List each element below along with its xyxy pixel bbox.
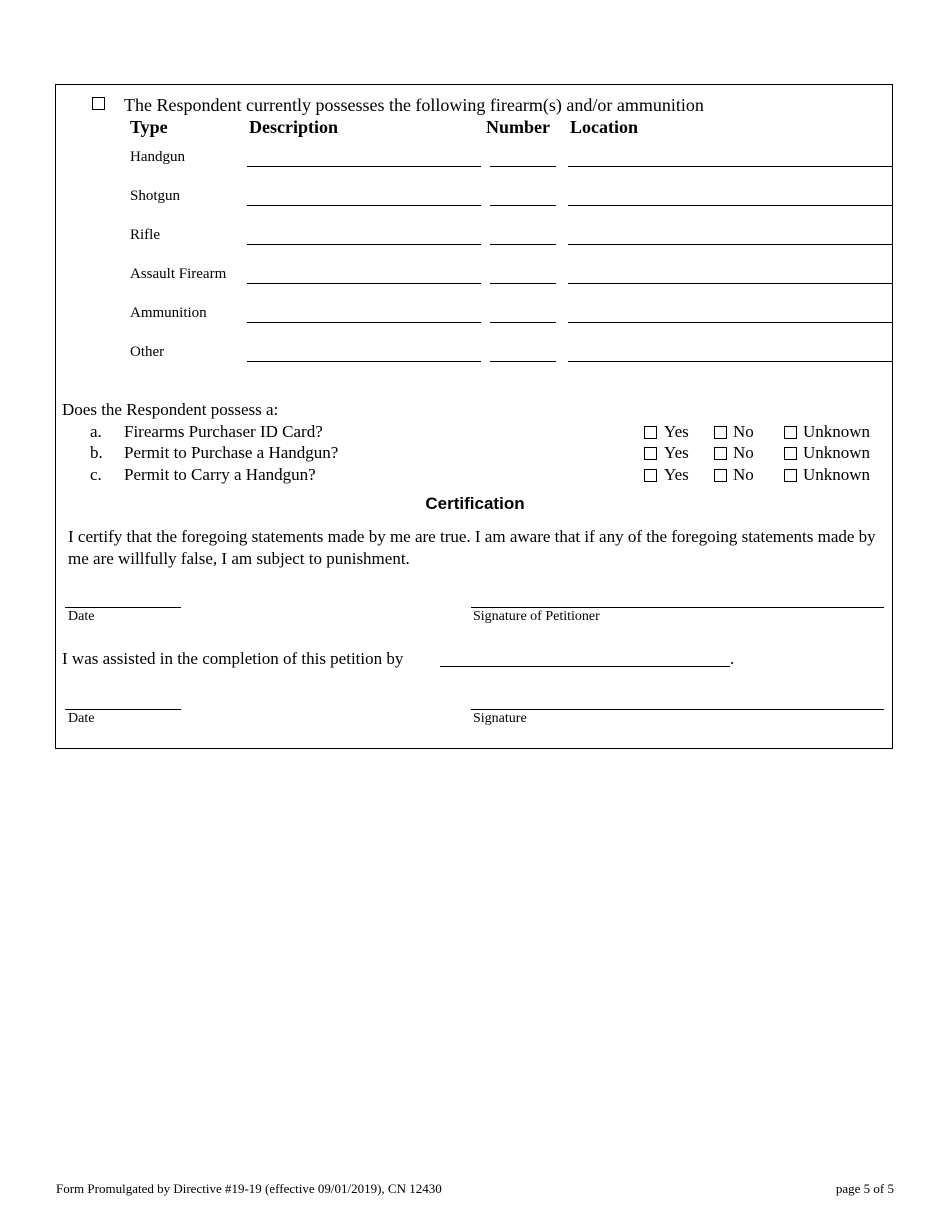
- permit-c-letter: c.: [90, 465, 102, 484]
- date-field-2[interactable]: [65, 709, 181, 710]
- firearms-intro: The Respondent currently possesses the following firearm(s) and/or ammunition: [124, 95, 704, 115]
- footer-form-info: Form Promulgated by Directive #19-19 (effective 09/01/2019), CN 12430: [56, 1181, 442, 1196]
- permit-a-no-label: No: [733, 422, 754, 441]
- firearm-type-assault: Assault Firearm: [130, 266, 227, 282]
- handgun-number-field[interactable]: [490, 166, 556, 167]
- permit-b-no-label: No: [733, 443, 754, 462]
- ammunition-location-field[interactable]: [568, 322, 893, 323]
- petitioner-signature-label: Signature of Petitioner: [473, 609, 600, 624]
- permit-b-yes-label: Yes: [664, 443, 689, 462]
- permit-a-unknown-label: Unknown: [803, 422, 871, 441]
- firearm-type-ammunition: Ammunition: [130, 305, 207, 321]
- permit-a-no-checkbox[interactable]: [714, 426, 727, 439]
- assistant-signature-field[interactable]: [471, 709, 884, 710]
- permit-b-letter: b.: [90, 443, 103, 462]
- permit-c-no-checkbox[interactable]: [714, 469, 727, 482]
- permit-a-label: Firearms Purchaser ID Card?: [124, 422, 323, 441]
- rifle-description-field[interactable]: [247, 244, 481, 245]
- assault-number-field[interactable]: [490, 283, 556, 284]
- handgun-description-field[interactable]: [247, 166, 481, 167]
- permit-b-no-checkbox[interactable]: [714, 447, 727, 460]
- permit-b-unknown-label: Unknown: [803, 443, 871, 462]
- other-number-field[interactable]: [490, 361, 556, 362]
- date-field[interactable]: [65, 607, 181, 608]
- assisted-by-field[interactable]: [440, 666, 730, 667]
- header-description: Description: [249, 117, 338, 137]
- other-description-field[interactable]: [247, 361, 481, 362]
- firearm-type-other: Other: [130, 344, 165, 360]
- shotgun-location-field[interactable]: [568, 205, 893, 206]
- permit-a-unknown-checkbox[interactable]: [784, 426, 797, 439]
- petitioner-signature-field[interactable]: [471, 607, 884, 608]
- ammunition-description-field[interactable]: [247, 322, 481, 323]
- header-number: Number: [486, 117, 550, 137]
- assault-location-field[interactable]: [568, 283, 893, 284]
- footer-page-number: page 5 of 5: [835, 1181, 894, 1196]
- permit-a-yes-label: Yes: [664, 422, 689, 441]
- permits-question: Does the Respondent possess a:: [62, 400, 279, 419]
- permit-c-yes-checkbox[interactable]: [644, 469, 657, 482]
- permit-c-unknown-checkbox[interactable]: [784, 469, 797, 482]
- assistant-signature-label: Signature: [473, 711, 527, 726]
- other-location-field[interactable]: [568, 361, 893, 362]
- assisted-by-text: I was assisted in the completion of this petition by: [62, 649, 404, 668]
- firearm-type-shotgun: Shotgun: [130, 188, 181, 204]
- shotgun-description-field[interactable]: [247, 205, 481, 206]
- date-label: Date: [68, 609, 95, 624]
- certification-title: Certification: [425, 494, 525, 513]
- permit-a-letter: a.: [90, 422, 102, 441]
- certification-statement: I certify that the foregoing statements made by me are true. I am aware that if any of the foregoing statements made by me are willfully false, I am subject to punishment.: [68, 527, 876, 568]
- permit-c-label: Permit to Carry a Handgun?: [124, 465, 316, 484]
- firearm-type-handgun: Handgun: [130, 149, 185, 165]
- assisted-by-period: .: [730, 649, 735, 668]
- permit-c-yes-label: Yes: [664, 465, 689, 484]
- assault-description-field[interactable]: [247, 283, 481, 284]
- permit-c-unknown-label: Unknown: [803, 465, 871, 484]
- permit-a-yes-checkbox[interactable]: [644, 426, 657, 439]
- handgun-location-field[interactable]: [568, 166, 893, 167]
- permit-b-yes-checkbox[interactable]: [644, 447, 657, 460]
- permit-c-no-label: No: [733, 465, 754, 484]
- shotgun-number-field[interactable]: [490, 205, 556, 206]
- header-type: Type: [130, 117, 168, 137]
- rifle-number-field[interactable]: [490, 244, 556, 245]
- permit-b-unknown-checkbox[interactable]: [784, 447, 797, 460]
- possesses-firearms-checkbox[interactable]: [92, 97, 105, 110]
- permit-b-label: Permit to Purchase a Handgun?: [124, 443, 339, 462]
- rifle-location-field[interactable]: [568, 244, 893, 245]
- firearm-type-rifle: Rifle: [130, 227, 160, 243]
- header-location: Location: [570, 117, 639, 137]
- ammunition-number-field[interactable]: [490, 322, 556, 323]
- date-label-2: Date: [68, 711, 95, 726]
